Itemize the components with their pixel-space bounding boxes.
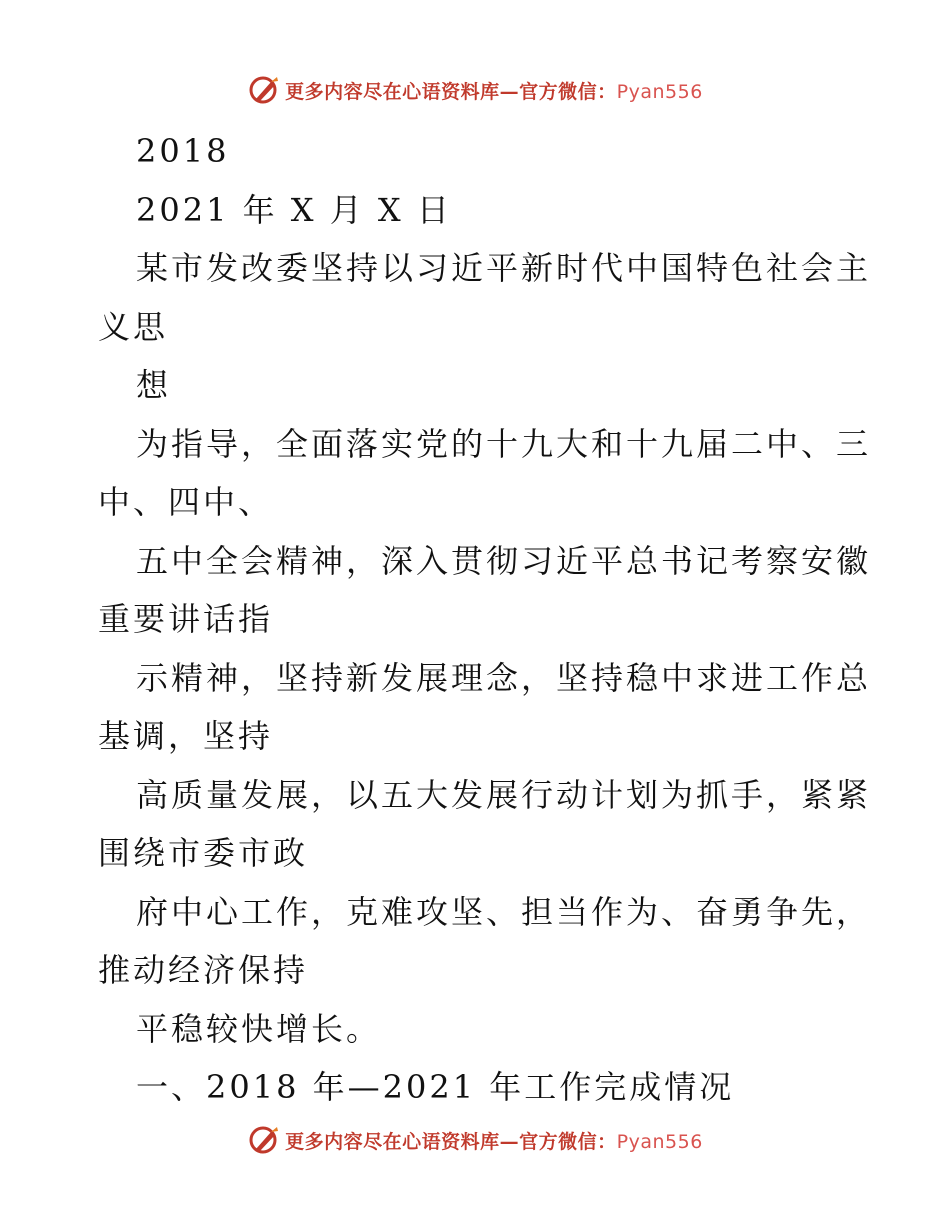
header-banner xyxy=(0,70,950,110)
text-line: 义思 xyxy=(98,307,169,346)
banner-text: 更多内容尽在心语资料库—官方微信：Pyan556 xyxy=(285,1130,703,1153)
text-line: 为指导，全面落实党的十九大和十九届二中、三 xyxy=(136,424,872,463)
section-heading: 一、2018 年—2021 年工作完成情况 xyxy=(136,1068,735,1106)
pen-logo-icon xyxy=(247,1123,281,1157)
text-line: 基调，坚持 xyxy=(98,717,274,755)
text-line: 重要讲话指 xyxy=(98,600,274,638)
footer-banner xyxy=(0,1120,950,1160)
text-line: 推动经济保持 xyxy=(98,951,309,989)
text-line: 府中心工作，克难攻坚、担当作为、奋勇争先， xyxy=(136,892,872,931)
text-line: 某市发改委坚持以习近平新时代中国特色社会主 xyxy=(136,249,872,287)
text-line: 平稳较快增长。 xyxy=(136,1009,382,1048)
text-line: 2018 xyxy=(136,132,230,170)
text-line: 高质量发展，以五大发展行动计划为抓手，紧紧 xyxy=(136,775,872,814)
pen-logo-icon xyxy=(247,73,281,107)
banner-text: 更多内容尽在心语资料库—官方微信：Pyan556 xyxy=(285,80,703,103)
text-line: 示精神，坚持新发展理念，坚持稳中求进工作总 xyxy=(136,658,872,697)
text-line: 五中全会精神，深入贯彻习近平总书记考察安徽 xyxy=(136,541,872,580)
text-line: 想 xyxy=(136,366,172,404)
text-line: 中、四中、 xyxy=(98,483,274,521)
document-body xyxy=(98,122,872,1117)
text-line: 2021 年 X 月 X 日 xyxy=(136,190,452,229)
text-line: 围绕市委市政 xyxy=(98,834,309,872)
